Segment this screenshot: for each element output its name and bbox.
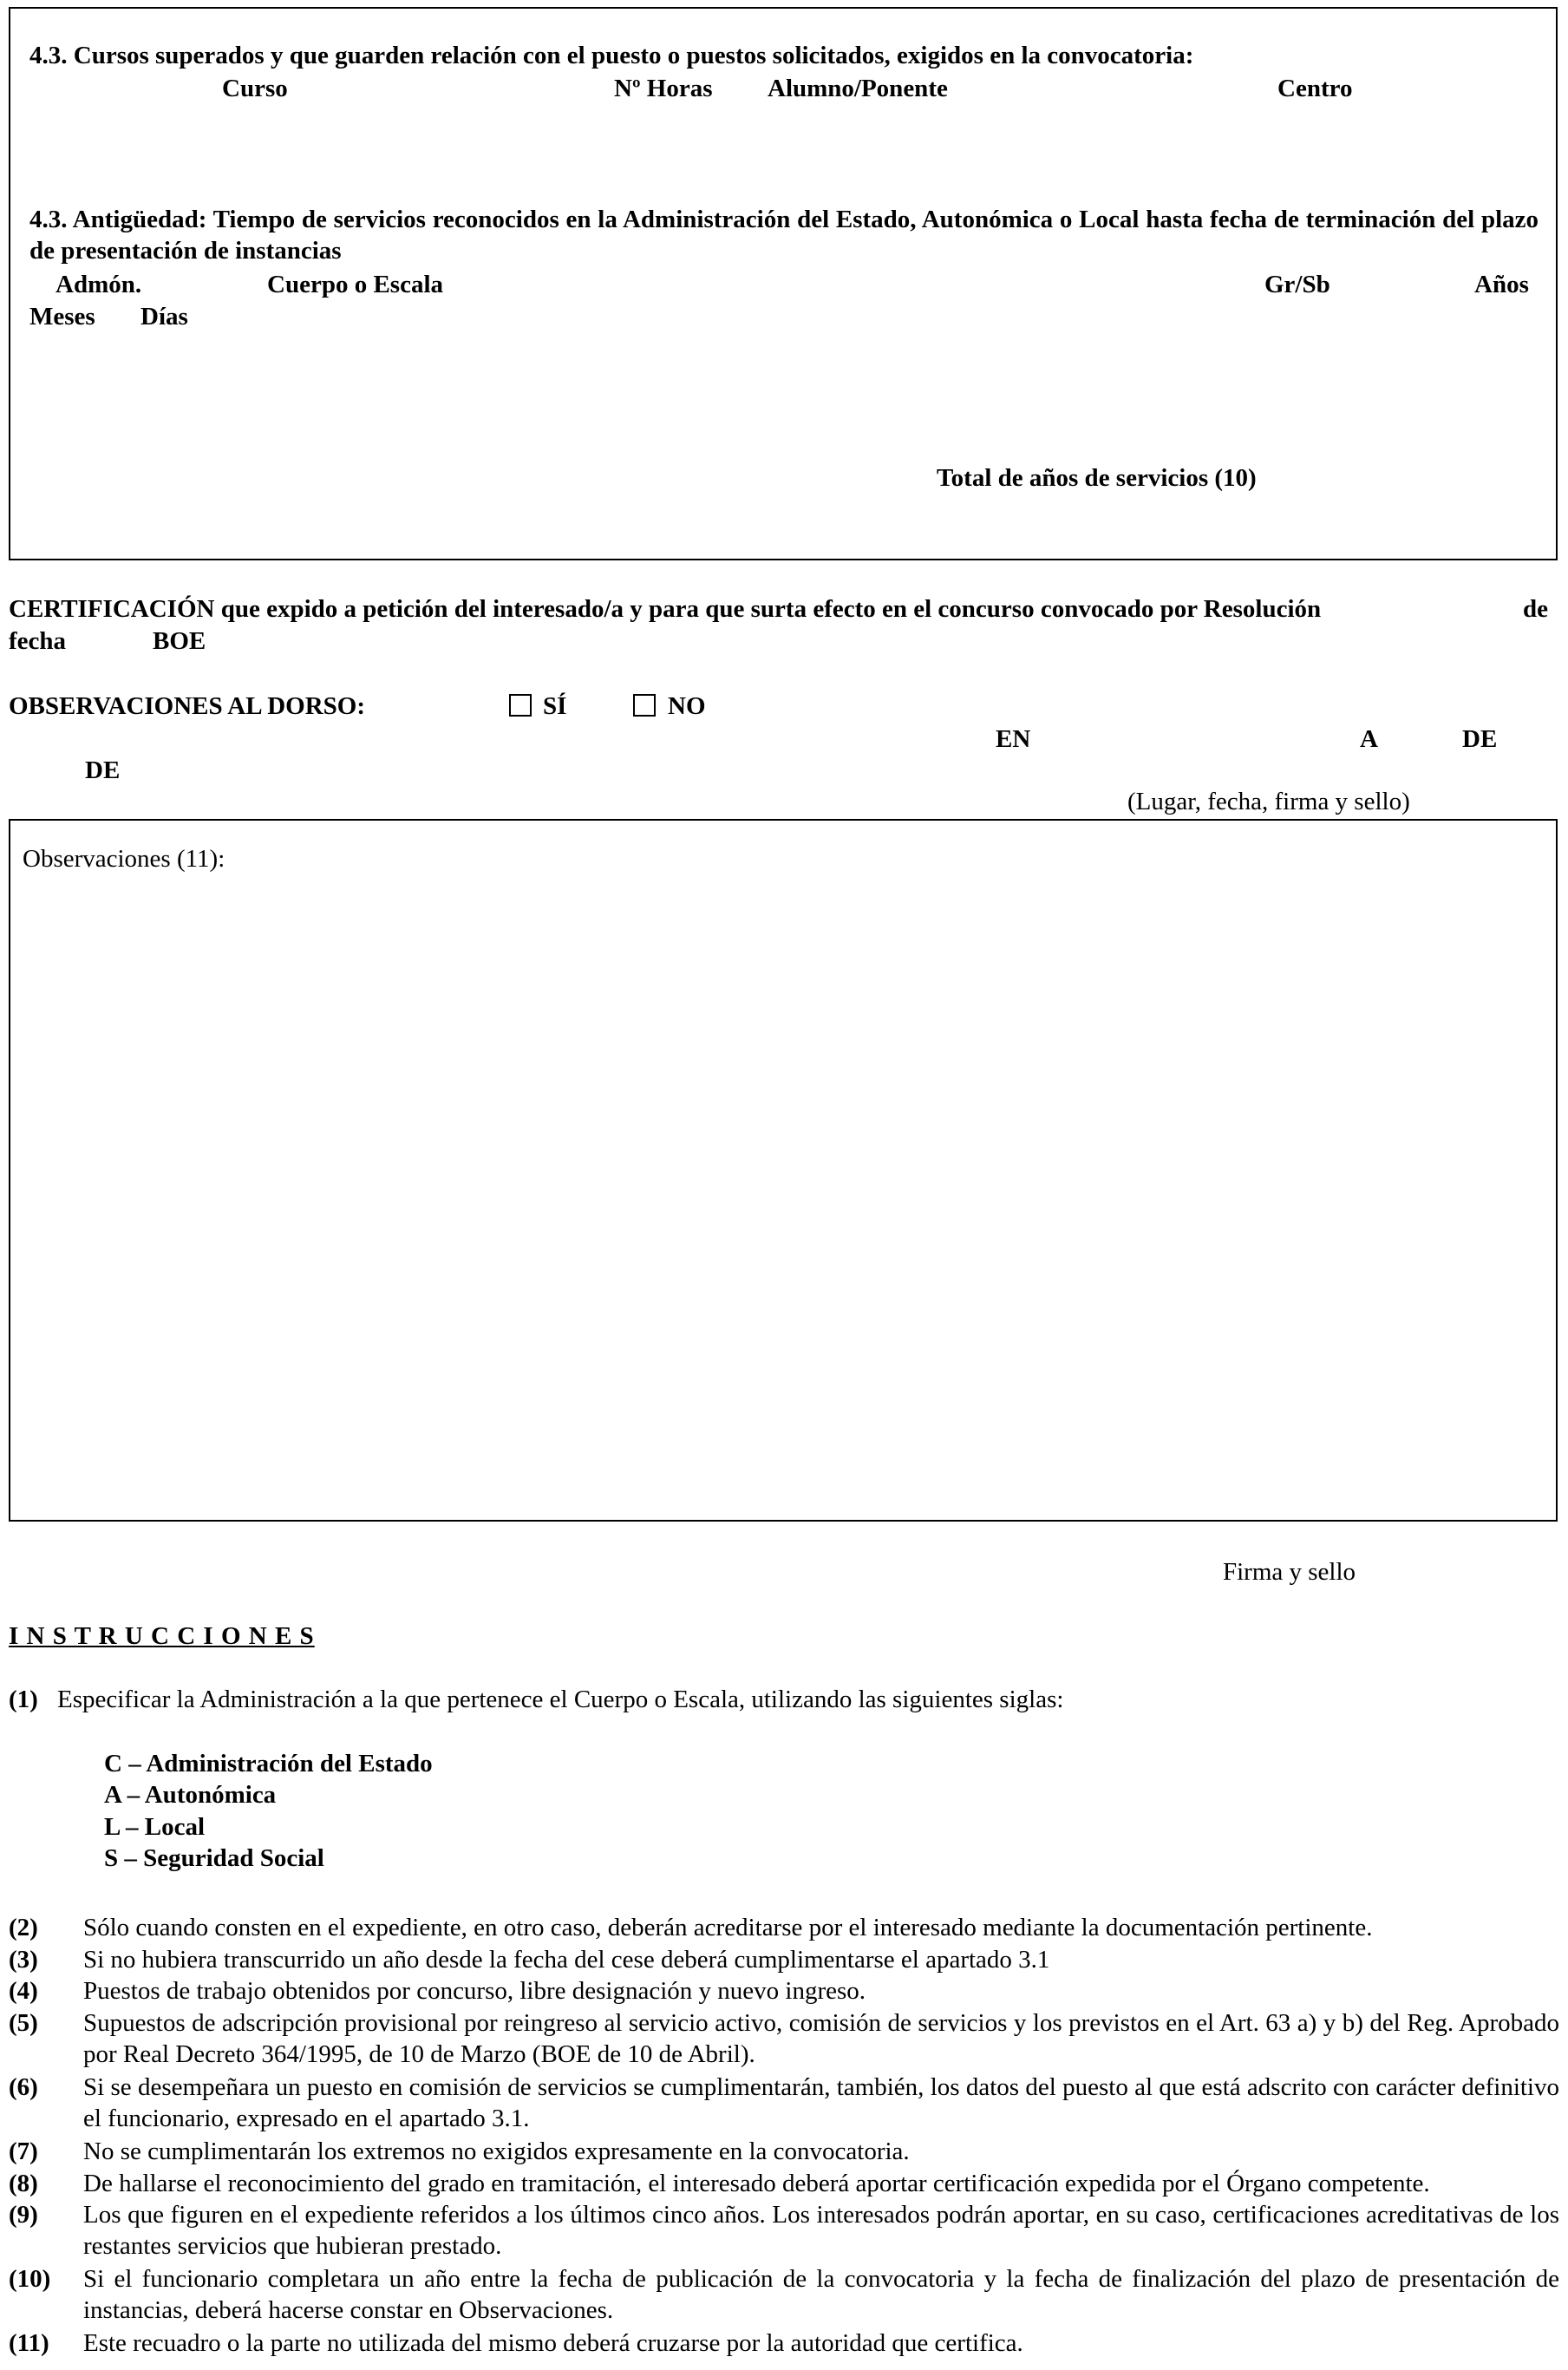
instr-num-9: (9)	[9, 2201, 38, 2229]
instr-num-5: (5)	[9, 2009, 38, 2037]
col-curso: Curso	[222, 75, 288, 102]
col-alumno-ponente: Alumno/Ponente	[768, 75, 948, 102]
instr-text-7: No se cumplimentarán los extremos no exigidos expresamente en la convocatoria.	[83, 2138, 910, 2165]
certificacion-fecha: fecha	[9, 627, 67, 655]
certificacion-line: CERTIFICACIÓN que expido a petición del interesado/a y para que surta efecto en el concurso convocado por Resolución	[9, 595, 1322, 623]
col-cuerpo-escala: Cuerpo o Escala	[267, 271, 443, 298]
lugar-de-1: DE	[1462, 725, 1498, 753]
observaciones-box[interactable]	[9, 819, 1558, 1522]
instr-num-2: (2)	[9, 1914, 38, 1941]
instr-text-11: Este recuadro o la parte no utilizada del mismo deberá cruzarse por la autoridad que certifica.	[83, 2329, 1023, 2357]
sigla-l: L – Local	[104, 1813, 206, 1841]
instr-num-6: (6)	[9, 2073, 38, 2101]
instr-text-2: Sólo cuando consten en el expediente, en otro caso, deberán acreditarse por el interesado mediante la documentación pertinente.	[83, 1914, 1373, 1941]
instr-text-6: Si se desempeñara un puesto en comisión de servicios se cumplimentarán, también, los datos del puesto al que está adscrito con carácter definitivo el funcionario, expresado en el apartado 3.1.	[83, 2073, 1559, 2132]
certificacion-boe: BOE	[153, 627, 206, 655]
cursos-title: 4.3. Cursos superados y que guarden relación con el puesto o puestos solicitados, exigidos en la convocatoria:	[29, 42, 1194, 69]
instr-num-4: (4)	[9, 1977, 38, 2005]
instr-text-8: De hallarse el reconocimiento del grado en tramitación, el interesado deberá aportar certificación expedida por el Órgano competente.	[83, 2170, 1430, 2197]
no-checkbox[interactable]	[633, 694, 656, 717]
observaciones-dorso-label: OBSERVACIONES AL DORSO:	[9, 692, 366, 720]
col-anos: Años	[1474, 271, 1529, 298]
instr-text-9: Los que figuren en el expediente referidos a los últimos cinco años. Los interesados podrán aportar, en su caso, certificaciones acreditativas de los restantes servicios que hubieran prestado.	[83, 2201, 1559, 2260]
lugar-en: EN	[996, 725, 1031, 753]
antiguedad-title: 4.3. Antigüedad: Tiempo de servicios reconocidos en la Administración del Estado, Autonómica o Local hasta fecha de terminación del plazo de presentación de instancias	[29, 206, 1539, 265]
col-admon: Admón.	[56, 271, 142, 298]
firma-sello: Firma y sello	[1223, 1558, 1356, 1586]
instr-text-4: Puestos de trabajo obtenidos por concurso, libre designación y nuevo ingreso.	[83, 1977, 866, 2005]
instr-text-3: Si no hubiera transcurrido un año desde la fecha del cese deberá cumplimentarse el apartado 3.1	[83, 1946, 1050, 1974]
instr-num-1: (1)	[9, 1686, 38, 1713]
col-gr-sb: Gr/Sb	[1264, 271, 1330, 298]
sigla-a: A – Autonómica	[104, 1781, 277, 1809]
instr-num-7: (7)	[9, 2138, 38, 2165]
instr-text-1: Especificar la Administración a la que pertenece el Cuerpo o Escala, utilizando las siguientes siglas:	[57, 1686, 1064, 1713]
instr-text-5: Supuestos de adscripción provisional por reingreso al servicio activo, comisión de servicios y los previstos en el Art. 63 a) y b) del Reg. Aprobado por Real Decreto 364/1995, de 10 de Marzo (BOE de 10 de Abril).	[83, 2009, 1559, 2068]
sigla-s: S – Seguridad Social	[104, 1844, 324, 1872]
lugar-fecha-caption: (Lugar, fecha, firma y sello)	[1127, 788, 1410, 815]
instr-num-3: (3)	[9, 1946, 38, 1974]
no-label: NO	[668, 692, 706, 720]
lugar-de-2: DE	[85, 756, 121, 784]
observaciones-label: Observaciones (11):	[23, 845, 225, 873]
col-meses: Meses	[29, 303, 95, 331]
lugar-a: A	[1360, 725, 1378, 753]
instr-num-8: (8)	[9, 2170, 38, 2197]
instrucciones-title: I N S T R U C C I O N E S	[9, 1622, 315, 1650]
col-dias: Días	[140, 303, 188, 331]
col-centro: Centro	[1277, 75, 1353, 102]
certificacion-de: de	[1523, 595, 1548, 623]
sigla-c: C – Administración del Estado	[104, 1750, 433, 1778]
instr-num-10: (10)	[9, 2265, 51, 2293]
col-horas: Nº Horas	[614, 75, 713, 102]
instr-num-11: (11)	[9, 2329, 49, 2357]
total-anos-servicios: Total de años de servicios (10)	[937, 464, 1257, 492]
si-label: SÍ	[543, 692, 567, 720]
si-checkbox[interactable]	[509, 694, 532, 717]
instr-text-10: Si el funcionario completara un año entre la fecha de publicación de la convocatoria y la fecha de finalización del plazo de presentación de instancias, deberá hacerse constar en Observaciones.	[83, 2265, 1559, 2324]
